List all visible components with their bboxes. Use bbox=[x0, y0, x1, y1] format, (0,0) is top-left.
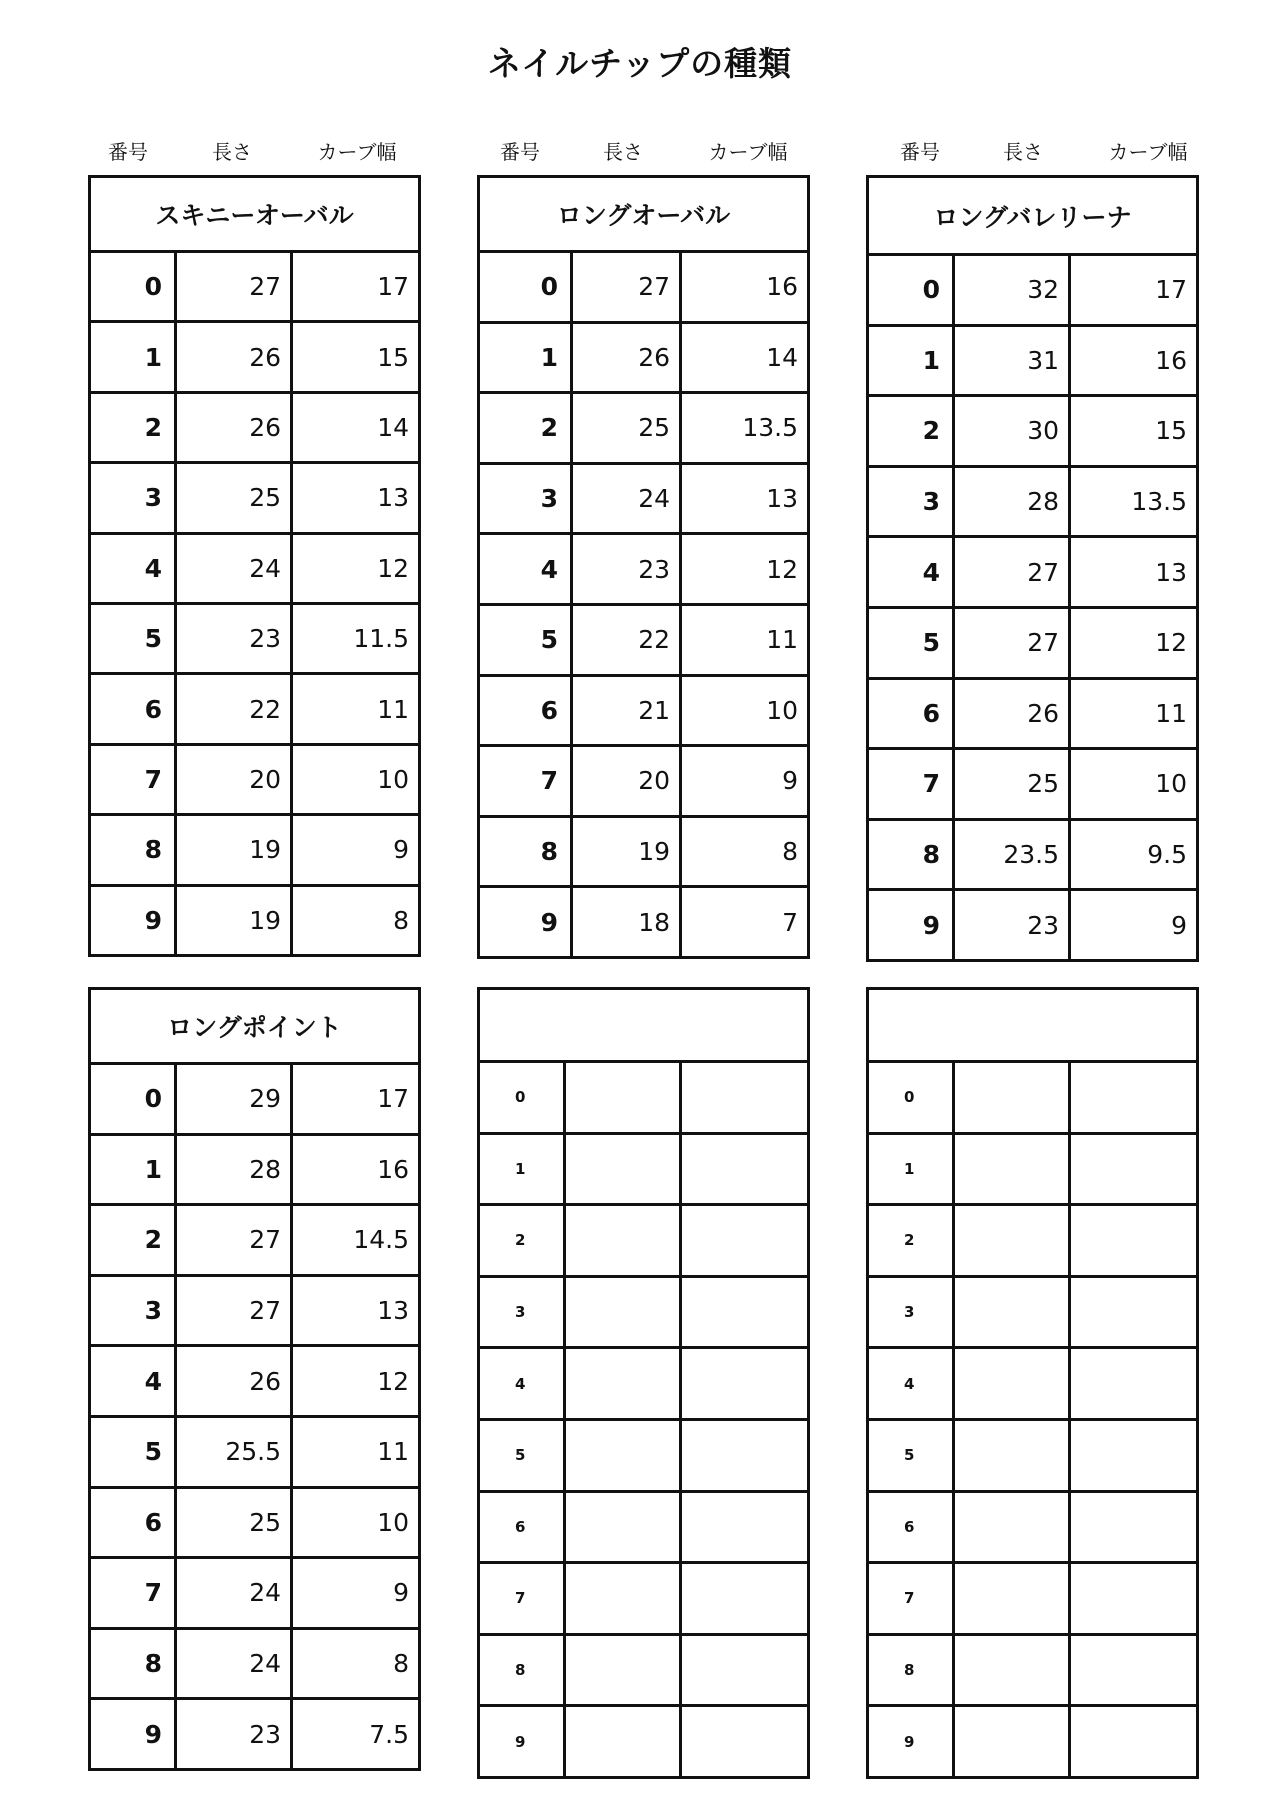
column-header-curve-width: カーブ幅 bbox=[1108, 140, 1188, 164]
length-cell: 22 bbox=[176, 674, 292, 744]
size-number-cell: 9 bbox=[479, 887, 572, 958]
length-cell: 27 bbox=[176, 1205, 292, 1276]
size-number-cell: 8 bbox=[868, 1634, 954, 1706]
table-row bbox=[868, 749, 1198, 820]
length-cell bbox=[954, 1563, 1070, 1635]
length-cell: 26 bbox=[176, 1346, 292, 1417]
table-row bbox=[90, 674, 420, 744]
length-cell bbox=[954, 1419, 1070, 1491]
length-cell: 27 bbox=[176, 1275, 292, 1346]
length-cell bbox=[565, 1491, 681, 1563]
length-cell: 29 bbox=[176, 1064, 292, 1135]
curve-width-cell: 17 bbox=[292, 1064, 420, 1135]
column-header-length: 長さ bbox=[212, 140, 252, 164]
size-number-cell: 3 bbox=[868, 1276, 954, 1348]
curve-width-cell: 9 bbox=[1070, 890, 1198, 961]
length-cell: 26 bbox=[954, 678, 1070, 749]
size-number-cell: 1 bbox=[479, 1133, 565, 1205]
length-cell: 23 bbox=[572, 534, 681, 605]
curve-width-cell: 12 bbox=[292, 533, 420, 603]
curve-width-cell: 11 bbox=[292, 674, 420, 744]
size-number-cell: 8 bbox=[868, 819, 954, 890]
length-cell: 20 bbox=[176, 744, 292, 814]
curve-width-cell bbox=[681, 1276, 809, 1348]
length-cell bbox=[954, 1205, 1070, 1277]
table-row bbox=[868, 819, 1198, 890]
table-row bbox=[868, 1062, 1198, 1134]
nail-tip-table bbox=[477, 175, 810, 959]
curve-width-cell: 11.5 bbox=[292, 603, 420, 673]
curve-width-cell bbox=[681, 1133, 809, 1205]
size-number-cell: 7 bbox=[868, 1563, 954, 1635]
length-cell: 27 bbox=[572, 252, 681, 323]
table-row bbox=[90, 1416, 420, 1487]
length-cell: 19 bbox=[572, 816, 681, 887]
size-number-cell: 0 bbox=[868, 255, 954, 326]
curve-width-cell bbox=[1070, 1634, 1198, 1706]
column-header-length: 長さ bbox=[603, 140, 643, 164]
curve-width-cell: 17 bbox=[1070, 255, 1198, 326]
table-row bbox=[868, 1706, 1198, 1778]
curve-width-cell: 15 bbox=[1070, 396, 1198, 467]
length-cell bbox=[954, 1491, 1070, 1563]
length-cell: 24 bbox=[572, 463, 681, 534]
size-number-cell: 5 bbox=[479, 604, 572, 675]
size-number-cell: 5 bbox=[90, 1416, 176, 1487]
table-row bbox=[479, 604, 809, 675]
page-title: ネイルチップの種類 bbox=[487, 44, 793, 83]
size-number-cell: 9 bbox=[479, 1706, 565, 1778]
size-number-cell: 0 bbox=[90, 252, 176, 322]
curve-width-cell: 16 bbox=[681, 252, 809, 323]
length-cell: 27 bbox=[954, 537, 1070, 608]
table-row bbox=[90, 463, 420, 533]
table-row bbox=[479, 252, 809, 323]
length-cell bbox=[954, 1706, 1070, 1778]
curve-width-cell: 13 bbox=[292, 463, 420, 533]
size-number-cell: 6 bbox=[479, 1491, 565, 1563]
nail-tip-table bbox=[477, 987, 810, 1779]
length-cell bbox=[565, 1634, 681, 1706]
curve-width-cell bbox=[681, 1205, 809, 1277]
size-number-cell: 4 bbox=[90, 533, 176, 603]
column-headers-3 bbox=[0, 136, 1220, 166]
size-number-cell: 6 bbox=[479, 675, 572, 746]
curve-width-cell: 9 bbox=[292, 815, 420, 885]
size-number-cell: 8 bbox=[90, 815, 176, 885]
table-row bbox=[479, 1634, 809, 1706]
size-number-cell: 0 bbox=[90, 1064, 176, 1135]
curve-width-cell: 11 bbox=[292, 1416, 420, 1487]
table-row bbox=[90, 392, 420, 462]
table-row bbox=[479, 675, 809, 746]
length-cell: 31 bbox=[954, 325, 1070, 396]
length-cell: 19 bbox=[176, 815, 292, 885]
curve-width-cell: 10 bbox=[292, 1487, 420, 1558]
table-row bbox=[868, 1491, 1198, 1563]
size-number-cell: 0 bbox=[868, 1062, 954, 1134]
curve-width-cell: 14 bbox=[681, 322, 809, 393]
curve-width-cell bbox=[1070, 1276, 1198, 1348]
table-name: ロングバレリーナ bbox=[868, 177, 1198, 255]
size-number-cell: 6 bbox=[90, 1487, 176, 1558]
table-row bbox=[479, 887, 809, 958]
length-cell: 32 bbox=[954, 255, 1070, 326]
table-name bbox=[479, 989, 809, 1062]
length-cell bbox=[565, 1419, 681, 1491]
table-row bbox=[479, 1062, 809, 1134]
curve-width-cell: 12 bbox=[292, 1346, 420, 1417]
column-header-number: 番号 bbox=[500, 140, 540, 164]
size-number-cell: 5 bbox=[90, 603, 176, 673]
table-row bbox=[868, 1348, 1198, 1420]
table-row bbox=[479, 534, 809, 605]
curve-width-cell: 11 bbox=[1070, 678, 1198, 749]
length-cell: 25 bbox=[954, 749, 1070, 820]
size-number-cell: 6 bbox=[90, 674, 176, 744]
curve-width-cell: 17 bbox=[292, 252, 420, 322]
length-cell bbox=[565, 1205, 681, 1277]
curve-width-cell bbox=[1070, 1419, 1198, 1491]
length-cell: 25 bbox=[176, 1487, 292, 1558]
length-cell: 25.5 bbox=[176, 1416, 292, 1487]
curve-width-cell bbox=[681, 1419, 809, 1491]
curve-width-cell bbox=[1070, 1491, 1198, 1563]
nail-tip-table bbox=[88, 175, 421, 957]
table-row bbox=[90, 533, 420, 603]
length-cell: 27 bbox=[954, 607, 1070, 678]
size-number-cell: 2 bbox=[479, 1205, 565, 1277]
table-row bbox=[479, 1348, 809, 1420]
size-number-cell: 2 bbox=[479, 393, 572, 464]
table-row bbox=[868, 890, 1198, 961]
table-row bbox=[90, 1558, 420, 1629]
table-row bbox=[90, 744, 420, 814]
size-number-cell: 7 bbox=[90, 744, 176, 814]
length-cell: 27 bbox=[176, 252, 292, 322]
table-row bbox=[868, 1634, 1198, 1706]
table-row bbox=[868, 607, 1198, 678]
size-number-cell: 5 bbox=[868, 607, 954, 678]
length-cell bbox=[565, 1276, 681, 1348]
length-cell bbox=[954, 1062, 1070, 1134]
table-row bbox=[868, 1276, 1198, 1348]
length-cell: 23 bbox=[176, 1699, 292, 1770]
curve-width-cell: 13 bbox=[1070, 537, 1198, 608]
table-row bbox=[868, 1419, 1198, 1491]
curve-width-cell: 7 bbox=[681, 887, 809, 958]
curve-width-cell: 13 bbox=[681, 463, 809, 534]
table-row bbox=[868, 678, 1198, 749]
length-cell bbox=[954, 1133, 1070, 1205]
length-cell bbox=[954, 1276, 1070, 1348]
length-cell bbox=[565, 1563, 681, 1635]
length-cell: 22 bbox=[572, 604, 681, 675]
length-cell bbox=[954, 1634, 1070, 1706]
table-row bbox=[479, 1491, 809, 1563]
curve-width-cell bbox=[1070, 1133, 1198, 1205]
size-number-cell: 8 bbox=[479, 1634, 565, 1706]
table-row bbox=[479, 746, 809, 817]
length-cell: 23 bbox=[954, 890, 1070, 961]
curve-width-cell: 7.5 bbox=[292, 1699, 420, 1770]
table-name bbox=[868, 989, 1198, 1062]
length-cell: 25 bbox=[572, 393, 681, 464]
table-name: スキニーオーバル bbox=[90, 177, 420, 252]
curve-width-cell: 14 bbox=[292, 392, 420, 462]
size-number-cell: 1 bbox=[479, 322, 572, 393]
length-cell: 23.5 bbox=[954, 819, 1070, 890]
size-number-cell: 3 bbox=[479, 1276, 565, 1348]
size-number-cell: 4 bbox=[90, 1346, 176, 1417]
length-cell bbox=[565, 1133, 681, 1205]
curve-width-cell: 16 bbox=[1070, 325, 1198, 396]
table-row bbox=[479, 1563, 809, 1635]
curve-width-cell bbox=[1070, 1563, 1198, 1635]
size-number-cell: 6 bbox=[868, 678, 954, 749]
length-cell: 28 bbox=[176, 1134, 292, 1205]
curve-width-cell bbox=[681, 1634, 809, 1706]
size-number-cell: 1 bbox=[90, 1134, 176, 1205]
length-cell: 21 bbox=[572, 675, 681, 746]
curve-width-cell: 10 bbox=[681, 675, 809, 746]
table-row bbox=[479, 1276, 809, 1348]
table-row bbox=[90, 252, 420, 322]
table-row bbox=[90, 1134, 420, 1205]
length-cell: 26 bbox=[176, 392, 292, 462]
column-header-number: 番号 bbox=[900, 140, 940, 164]
length-cell: 24 bbox=[176, 1628, 292, 1699]
size-number-cell: 7 bbox=[479, 1563, 565, 1635]
table-row bbox=[90, 885, 420, 955]
size-number-cell: 0 bbox=[479, 1062, 565, 1134]
table-row bbox=[90, 1628, 420, 1699]
table-row bbox=[90, 1487, 420, 1558]
nail-tip-table bbox=[866, 987, 1199, 1779]
table-row bbox=[90, 322, 420, 392]
length-cell: 24 bbox=[176, 533, 292, 603]
size-number-cell: 1 bbox=[868, 325, 954, 396]
size-number-cell: 7 bbox=[90, 1558, 176, 1629]
table-row bbox=[90, 1275, 420, 1346]
table-row bbox=[90, 1346, 420, 1417]
table-row bbox=[90, 1699, 420, 1770]
length-cell: 20 bbox=[572, 746, 681, 817]
table-row bbox=[868, 466, 1198, 537]
table-row bbox=[90, 815, 420, 885]
table-row bbox=[479, 816, 809, 887]
size-number-cell: 2 bbox=[90, 392, 176, 462]
size-number-cell: 8 bbox=[479, 816, 572, 887]
length-cell bbox=[954, 1348, 1070, 1420]
table-row bbox=[479, 1205, 809, 1277]
size-number-cell: 4 bbox=[868, 537, 954, 608]
table-row bbox=[868, 537, 1198, 608]
table-row bbox=[90, 1064, 420, 1135]
size-number-cell: 5 bbox=[479, 1419, 565, 1491]
table-row bbox=[479, 322, 809, 393]
size-number-cell: 3 bbox=[868, 466, 954, 537]
size-number-cell: 8 bbox=[90, 1628, 176, 1699]
column-header-curve-width: カーブ幅 bbox=[317, 140, 397, 164]
curve-width-cell: 9 bbox=[292, 1558, 420, 1629]
curve-width-cell: 11 bbox=[681, 604, 809, 675]
size-number-cell: 4 bbox=[479, 1348, 565, 1420]
nail-tip-table bbox=[866, 175, 1199, 962]
size-number-cell: 2 bbox=[868, 396, 954, 467]
size-number-cell: 2 bbox=[868, 1205, 954, 1277]
size-number-cell: 0 bbox=[479, 252, 572, 323]
column-header-number: 番号 bbox=[108, 140, 148, 164]
column-header-length: 長さ bbox=[1003, 140, 1043, 164]
curve-width-cell: 15 bbox=[292, 322, 420, 392]
length-cell: 30 bbox=[954, 396, 1070, 467]
length-cell bbox=[565, 1706, 681, 1778]
curve-width-cell bbox=[1070, 1348, 1198, 1420]
curve-width-cell bbox=[681, 1491, 809, 1563]
size-number-cell: 4 bbox=[868, 1348, 954, 1420]
length-cell: 18 bbox=[572, 887, 681, 958]
curve-width-cell: 9.5 bbox=[1070, 819, 1198, 890]
table-row bbox=[479, 463, 809, 534]
curve-width-cell: 10 bbox=[292, 744, 420, 814]
column-header-curve-width: カーブ幅 bbox=[708, 140, 788, 164]
curve-width-cell: 14.5 bbox=[292, 1205, 420, 1276]
curve-width-cell: 12 bbox=[681, 534, 809, 605]
size-number-cell: 9 bbox=[90, 885, 176, 955]
size-number-cell: 9 bbox=[868, 1706, 954, 1778]
size-number-cell: 2 bbox=[90, 1205, 176, 1276]
size-number-cell: 9 bbox=[868, 890, 954, 961]
length-cell: 28 bbox=[954, 466, 1070, 537]
table-name: ロングオーバル bbox=[479, 177, 809, 252]
size-number-cell: 6 bbox=[868, 1491, 954, 1563]
length-cell bbox=[565, 1062, 681, 1134]
table-row bbox=[868, 255, 1198, 326]
table-row bbox=[479, 393, 809, 464]
size-number-cell: 1 bbox=[868, 1133, 954, 1205]
table-row bbox=[479, 1419, 809, 1491]
size-number-cell: 7 bbox=[479, 746, 572, 817]
size-number-cell: 7 bbox=[868, 749, 954, 820]
curve-width-cell bbox=[681, 1062, 809, 1134]
table-row bbox=[90, 1205, 420, 1276]
size-number-cell: 3 bbox=[90, 463, 176, 533]
table-row bbox=[90, 603, 420, 673]
table-row bbox=[479, 1706, 809, 1778]
curve-width-cell: 8 bbox=[681, 816, 809, 887]
length-cell: 24 bbox=[176, 1558, 292, 1629]
length-cell bbox=[565, 1348, 681, 1420]
curve-width-cell: 16 bbox=[292, 1134, 420, 1205]
length-cell: 25 bbox=[176, 463, 292, 533]
curve-width-cell bbox=[1070, 1706, 1198, 1778]
curve-width-cell bbox=[681, 1563, 809, 1635]
table-name: ロングポイント bbox=[90, 989, 420, 1064]
table-row bbox=[479, 1133, 809, 1205]
curve-width-cell: 10 bbox=[1070, 749, 1198, 820]
curve-width-cell bbox=[681, 1348, 809, 1420]
curve-width-cell: 12 bbox=[1070, 607, 1198, 678]
curve-width-cell: 9 bbox=[681, 746, 809, 817]
curve-width-cell bbox=[1070, 1062, 1198, 1134]
curve-width-cell: 13 bbox=[292, 1275, 420, 1346]
table-row bbox=[868, 1133, 1198, 1205]
curve-width-cell bbox=[1070, 1205, 1198, 1277]
size-number-cell: 1 bbox=[90, 322, 176, 392]
size-number-cell: 5 bbox=[868, 1419, 954, 1491]
length-cell: 23 bbox=[176, 603, 292, 673]
length-cell: 26 bbox=[176, 322, 292, 392]
size-number-cell: 3 bbox=[90, 1275, 176, 1346]
curve-width-cell: 13.5 bbox=[681, 393, 809, 464]
curve-width-cell bbox=[681, 1706, 809, 1778]
table-row bbox=[868, 1563, 1198, 1635]
curve-width-cell: 8 bbox=[292, 1628, 420, 1699]
curve-width-cell: 8 bbox=[292, 885, 420, 955]
nail-tip-table bbox=[88, 987, 421, 1771]
curve-width-cell: 13.5 bbox=[1070, 466, 1198, 537]
table-row bbox=[868, 325, 1198, 396]
size-number-cell: 4 bbox=[479, 534, 572, 605]
length-cell: 19 bbox=[176, 885, 292, 955]
size-number-cell: 9 bbox=[90, 1699, 176, 1770]
size-number-cell: 3 bbox=[479, 463, 572, 534]
table-row bbox=[868, 396, 1198, 467]
length-cell: 26 bbox=[572, 322, 681, 393]
table-row bbox=[868, 1205, 1198, 1277]
